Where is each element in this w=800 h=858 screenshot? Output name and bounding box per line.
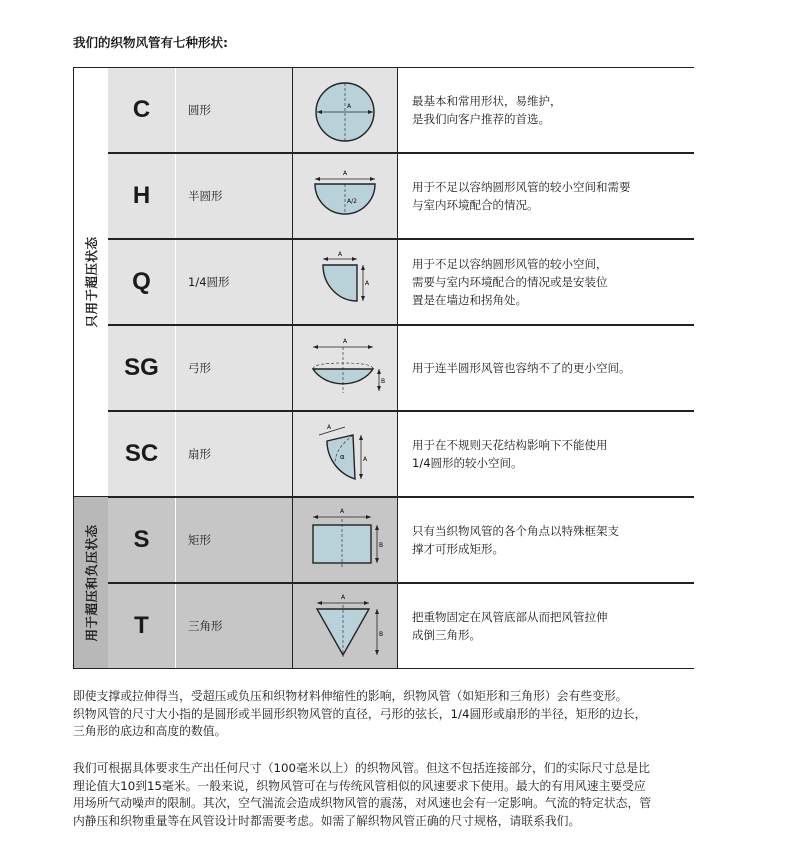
shape-row-s <box>108 497 694 583</box>
shape-description: 用于在不规则天花结构影响下不能使用 1/4圆形的较小空间。 <box>398 412 694 496</box>
group-over-and-negative-pressure <box>73 496 109 669</box>
dimension-label: A <box>343 170 348 177</box>
shape-row-h <box>108 153 694 239</box>
shape-name: 1/4圆形 <box>176 240 292 324</box>
dimension-label: A <box>327 424 332 431</box>
dimension-label: B <box>381 378 385 385</box>
shape-row-c <box>108 67 694 153</box>
shape-code: T <box>108 584 176 668</box>
group-label: 用于超压和负压状态 <box>84 523 99 642</box>
shape-code: H <box>108 154 176 238</box>
paragraph-sizing: 我们可根据具体要求生产出任何尺寸（100毫米以上）的织物风管。但这不包括连接部分，们的实际尺寸总是比 理论值大10到15毫米。一般来说，织物风管可在与传统风管相似的风速要求下使用。最大的有用风速主要受应 用场所气动噪声的限制。其次，空气湍流会造成织物风管的震荡，对风速也会有一定影响。气流的特定状态，管 内静压和织物重量等在风管设计时都需要考虑。如需了解织物风管正确的尺寸规格，请联系我们。 <box>73 761 652 828</box>
shape-description: 把重物固定在风管底部从而把风管拉伸 成倒三角形。 <box>398 584 694 668</box>
shape-description: 用于连半圆形风管也容纳不了的更小空间。 <box>398 326 694 410</box>
dimension-label: A <box>338 251 343 258</box>
half-circle-shape-icon <box>305 161 385 231</box>
shape-name: 半圆形 <box>176 154 292 238</box>
shape-description: 用于不足以容纳圆形风管的较小空间， 需要与室内环境配合的情况或是安装位 置是在墙边和拐角处。 <box>398 240 694 324</box>
rectangle-shape-icon <box>305 505 385 575</box>
shape-description: 只有当织物风管的各个角点以特殊框架支 撑才可形成矩形。 <box>398 498 694 582</box>
dimension-label: A <box>347 103 352 110</box>
dimension-label: A <box>363 456 368 463</box>
group-overpressure-only <box>73 67 109 497</box>
shape-row-sc <box>108 411 694 497</box>
segment-shape-icon <box>305 333 385 403</box>
shape-code: SG <box>108 326 176 410</box>
shape-name: 三角形 <box>176 584 292 668</box>
triangle-shape-icon <box>305 591 385 661</box>
quarter-circle-shape-icon <box>305 247 385 317</box>
shape-row-sg <box>108 325 694 411</box>
dimension-label: A <box>340 508 345 515</box>
shape-row-t <box>108 583 694 669</box>
shape-description: 用于不足以容纳圆形风管的较小空间和需要 与室内环境配合的情况。 <box>398 154 694 238</box>
shape-code: C <box>108 68 176 152</box>
dimension-label: B <box>379 631 384 638</box>
shape-name: 扇形 <box>176 412 292 496</box>
shape-row-q <box>108 239 694 325</box>
shape-description: 最基本和常用形状，易维护， 是我们向客户推荐的首选。 <box>398 68 694 152</box>
shape-name: 弓形 <box>176 326 292 410</box>
shape-name: 圆形 <box>176 68 292 152</box>
shape-code: SC <box>108 412 176 496</box>
dimension-label: B <box>379 542 384 549</box>
sector-shape-icon <box>305 419 385 489</box>
dimension-label: α <box>340 453 345 461</box>
shape-code: Q <box>108 240 176 324</box>
dimension-label: A <box>341 594 346 601</box>
shape-name: 矩形 <box>176 498 292 582</box>
dimension-label: A <box>365 280 370 287</box>
dimension-label: A <box>343 338 348 345</box>
shape-code: S <box>108 498 176 582</box>
group-label: 只用于超压状态 <box>84 236 99 328</box>
dimension-label: A/2 <box>347 198 357 205</box>
circle-shape-icon <box>305 75 385 145</box>
paragraph-deformation: 即使支撑或拉伸得当，受超压或负压和织物材料伸缩性的影响，织物风管（如矩形和三角形）会有些变形。 织物风管的尺寸大小指的是圆形或半圆形织物风管的直径，弓形的弦长，1/4圆形或扇形的半径，矩形的边长， 三角形的底边和高度的数值。 <box>73 689 647 738</box>
page-heading: 我们的织物风管有七种形状: <box>73 35 228 50</box>
